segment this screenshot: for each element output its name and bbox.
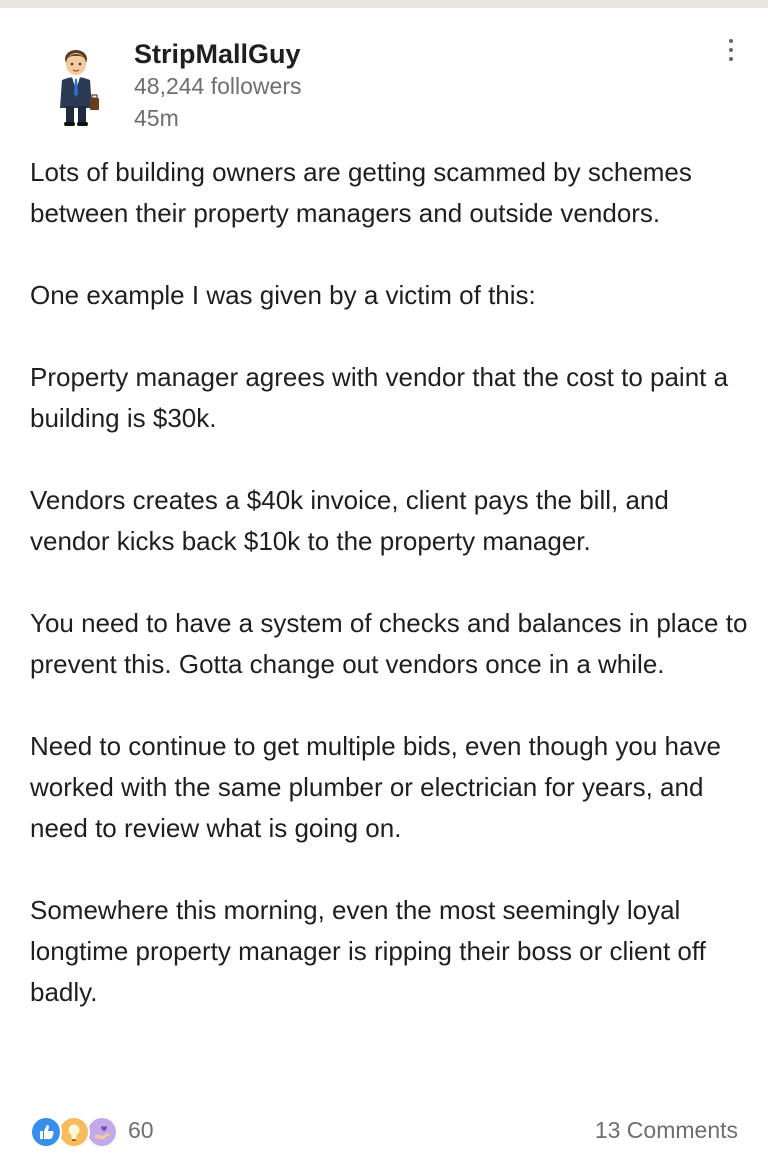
top-strip: [0, 0, 768, 8]
post-body: [30, 152, 748, 1013]
author-followers: 48,244 followers: [134, 73, 302, 99]
dot: [729, 39, 733, 43]
author-info: [134, 38, 302, 134]
like-icon: [30, 1116, 62, 1148]
reactions-summary[interactable]: [30, 1112, 154, 1148]
dot: [729, 48, 733, 52]
support-hand-icon: [86, 1116, 118, 1148]
reaction-icons: [30, 1114, 120, 1146]
author-name[interactable]: StripMallGuy: [134, 39, 301, 69]
post-paragraph: Property manager agrees with vendor that the cost to paint a building is $30k.: [30, 362, 729, 433]
reaction-count: 60: [128, 1116, 154, 1143]
post-time: 45m: [134, 105, 179, 131]
businessman-avatar-icon[interactable]: [48, 46, 104, 128]
more-vertical-icon[interactable]: [716, 32, 746, 68]
comments-link[interactable]: 13 Comments: [594, 1117, 738, 1143]
dot: [729, 57, 733, 61]
post-paragraph: Vendors creates a $40k invoice, client pays the bill, and vendor kicks back $10k to the property manager.: [30, 485, 669, 556]
insightful-bulb-icon: [58, 1116, 90, 1148]
post-paragraph: Somewhere this morning, even the most seemingly loyal longtime property manager is ripping their boss or client off badly.: [30, 895, 706, 1007]
post-paragraph: Need to continue to get multiple bids, even though you have worked with the same plumber or electrician for years, and need to review what is going on.: [30, 731, 721, 843]
post-paragraph: Lots of building owners are getting scammed by schemes between their property managers and outside vendors.: [30, 157, 692, 228]
post-paragraph: You need to have a system of checks and balances in place to prevent this. Gotta change out vendors once in a while.: [30, 608, 748, 679]
post-paragraph: One example I was given by a victim of this:: [30, 280, 536, 310]
post-footer: [30, 1112, 738, 1148]
post-card: [0, 8, 768, 1161]
